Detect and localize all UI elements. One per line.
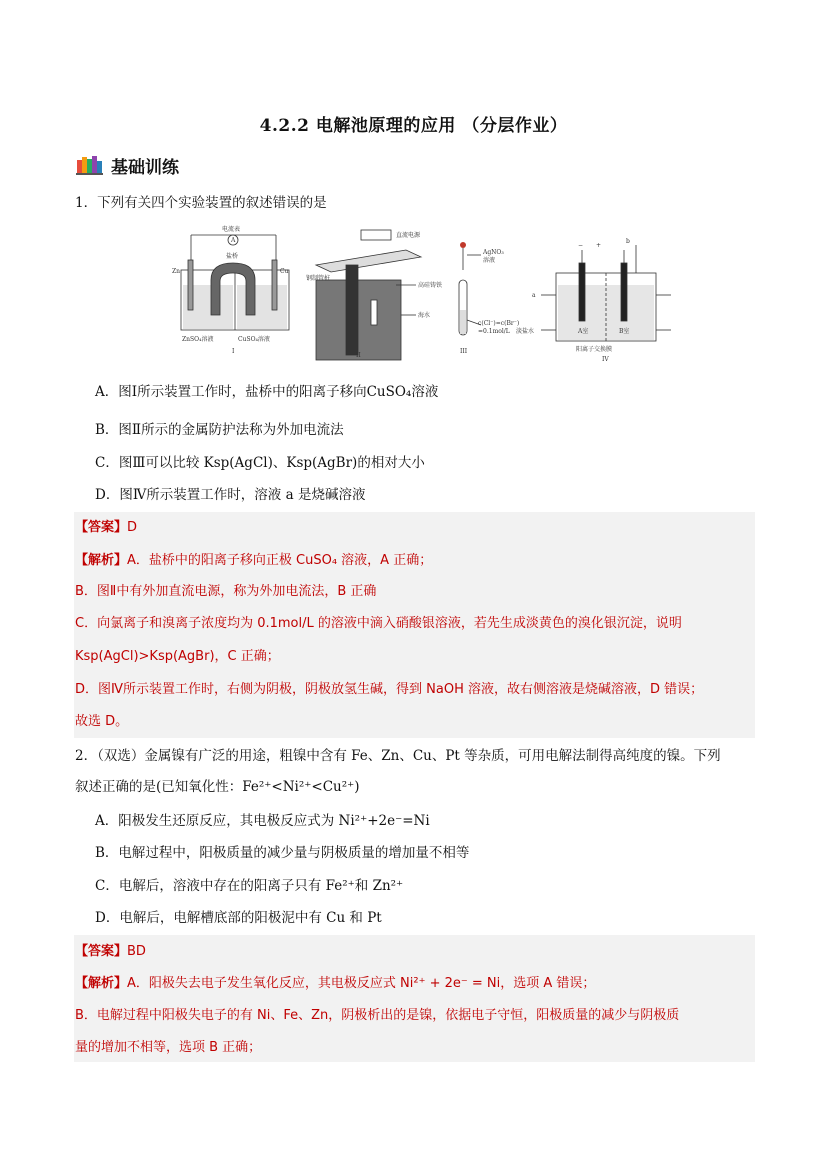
q2-option-d: D．电解后，电解槽底部的阳极泥中有 Cu 和 Pt bbox=[95, 910, 382, 926]
question-2-stem-1: 2．（双选）金属镍有广泛的用途，粗镍中含有 Fe、Zn、Cu、Pt 等杂质，可用电解法制得高纯度的镍。下列 bbox=[75, 748, 721, 764]
seawater-label: 海水 bbox=[418, 312, 431, 319]
q2-analysis-1: 【解析】A．阳极失去电子发生氧化反应，其电极反应式 Ni²⁺ + 2e⁻ = Ni，选项 A 错误； bbox=[75, 976, 596, 991]
q1-option-a: A．图Ⅰ所示装置工作时，盐桥中的阳离子移向CuSO₄溶液 bbox=[95, 384, 439, 400]
plus-label: + bbox=[596, 242, 602, 249]
panel-3-roman: III bbox=[460, 348, 468, 355]
page-title: 4.2.2 电解池原理的应用 （分层作业） bbox=[259, 116, 568, 136]
q2-option-a: A．阳极发生还原反应，其电极反应式为 Ni²⁺+2e⁻=Ni bbox=[95, 813, 430, 829]
answer-value: D bbox=[127, 520, 138, 535]
ammeter-symbol: A bbox=[231, 237, 236, 244]
answer-label: 【答案】 bbox=[75, 944, 128, 959]
znso4-label: ZnSO₄溶液 bbox=[182, 336, 214, 343]
panel-4-roman: IV bbox=[602, 356, 609, 363]
question-2-stem-2: 叙述正确的是(已知氧化性：Fe²⁺<Ni²⁺<Cu²⁺) bbox=[75, 779, 360, 795]
panel-2-roman: II bbox=[356, 352, 361, 359]
q1-option-c: C．图Ⅲ可以比较 Ksp(AgCl)、Ksp(AgBr)的相对大小 bbox=[95, 455, 425, 471]
chamber-b-label: B室 bbox=[619, 328, 630, 335]
q1-answer bbox=[75, 517, 137, 538]
q1-analysis-1: 【解析】A．盐桥中的阳离子移向正极 CuSO₄ 溶液，A 正确； bbox=[75, 553, 433, 568]
q1-analysis-3: C．向氯离子和溴离子浓度均为 0.1mol/L 的溶液中滴入硝酸银溶液，若先生成淡黄色的溴化银沉淀，说明 bbox=[75, 616, 682, 631]
panel-1-galvanic-cell bbox=[181, 235, 289, 330]
apparatus-figure bbox=[166, 225, 676, 365]
panel-2-cathodic-protection bbox=[316, 230, 421, 360]
concentration-label-2: =0.1mol/L bbox=[478, 328, 510, 335]
cation-membrane-label: 阳离子交换膜 bbox=[576, 346, 613, 353]
q1-analysis-4: Ksp(AgCl)>Ksp(AgBr)，C 正确； bbox=[75, 649, 280, 664]
q2-analysis-2: B．电解过程中阳极失电子的有 Ni、Fe、Zn，阴极析出的是镍，依据电子守恒，阳极质量的减少与阴极质 bbox=[75, 1008, 680, 1023]
q1-option-d: D．图Ⅳ所示装置工作时，溶液 a 是烧碱溶液 bbox=[95, 487, 366, 503]
q2-option-b: B．电解过程中，阳极质量的减少量与阴极质量的增加量不相等 bbox=[95, 845, 470, 861]
q1-analysis-2: B．图Ⅱ中有外加直流电源，称为外加电流法，B 正确 bbox=[75, 584, 377, 599]
question-1-stem: 1．下列有关四个实验装置的叙述错误的是 bbox=[75, 195, 327, 211]
q2-answer bbox=[75, 941, 146, 962]
agno3-label: AgNO₃ bbox=[483, 249, 504, 256]
salt-bridge-label: 盐桥 bbox=[226, 253, 239, 260]
silicon-iron-label: 高硅铸铁 bbox=[418, 282, 443, 289]
answer-label: 【答案】 bbox=[75, 520, 128, 535]
minus-label: − bbox=[578, 242, 584, 249]
dc-power-label: 直流电源 bbox=[396, 232, 421, 239]
section-label: 基础训练 bbox=[111, 157, 179, 178]
chamber-a-label: A室 bbox=[578, 328, 589, 335]
cuso4-label: CuSO₄溶液 bbox=[238, 336, 270, 343]
dilute-brine-label: 淡盐水 bbox=[516, 328, 535, 335]
answer-value: BD bbox=[127, 944, 146, 959]
panel-4-electrolysis-cell bbox=[541, 245, 671, 341]
steel-pipe-label: 钢制管桩 bbox=[306, 275, 331, 282]
label-b: b bbox=[626, 238, 630, 245]
panel-1-roman: I bbox=[232, 348, 235, 355]
agno3-solution-label: 溶液 bbox=[483, 257, 496, 264]
q1-analysis-5: D．图Ⅳ所示装置工作时，右侧为阴极，阴极放氢生碱，得到 NaOH 溶液，故右侧溶液是烧碱溶液，D 错误； bbox=[75, 682, 704, 697]
label-a: a bbox=[532, 292, 536, 299]
zn-label: Zn bbox=[172, 268, 181, 275]
q2-option-c: C．电解后，溶液中存在的阳离子只有 Fe²⁺和 Zn²⁺ bbox=[95, 878, 404, 894]
analysis-label: 【解析】 bbox=[75, 553, 128, 568]
q1-analysis-6: 故选 D。 bbox=[75, 714, 129, 729]
section-heading bbox=[75, 152, 179, 178]
q1-option-b: B．图Ⅱ所示的金属防护法称为外加电流法 bbox=[95, 422, 344, 438]
analysis-label: 【解析】 bbox=[75, 976, 128, 991]
cu-label: Cu bbox=[280, 268, 289, 275]
q2-analysis-3: 量的增加不相等，选项 B 正确； bbox=[75, 1040, 262, 1055]
colorful-books-icon bbox=[75, 154, 105, 176]
concentration-label-1: c(Cl⁻)=c(Br⁻) bbox=[478, 320, 520, 327]
ammeter-label: 电流表 bbox=[222, 226, 241, 233]
